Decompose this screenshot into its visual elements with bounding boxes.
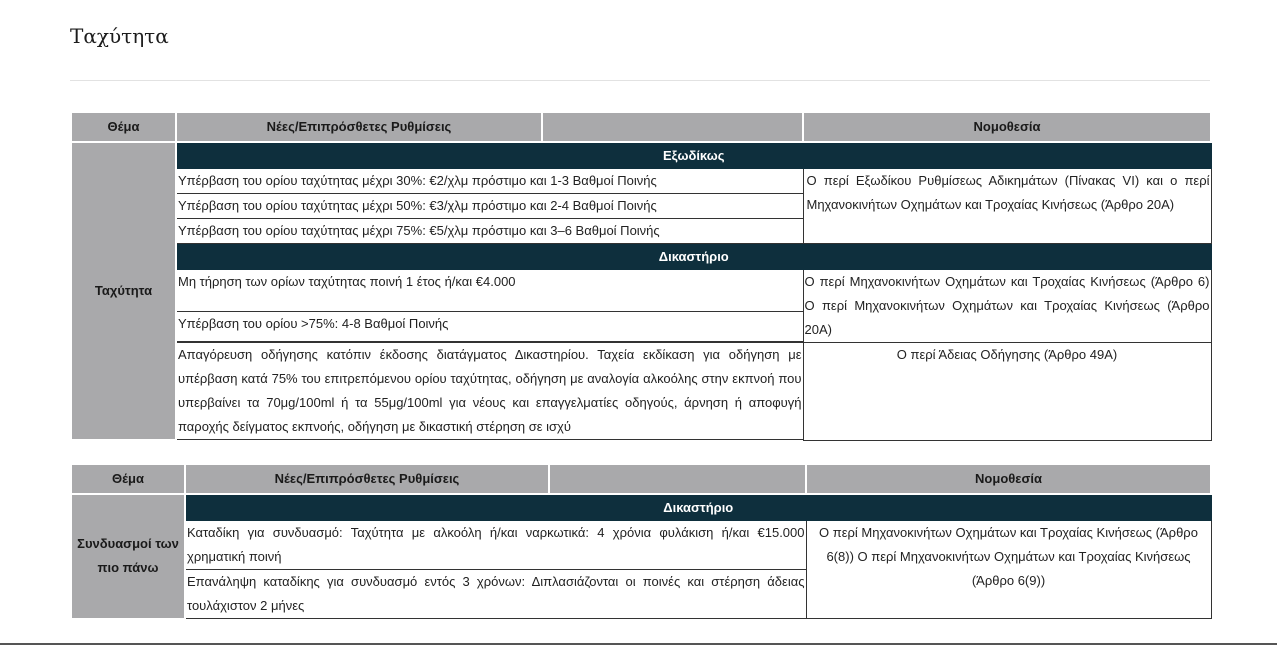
section-row xyxy=(71,494,1211,521)
combinations-table xyxy=(70,463,1212,620)
measure-cell: Υπέρβαση του ορίου ταχύτητας μέχρι 30%: €2/χλμ πρόστιμο και 1-3 Βαθμοί Ποινής xyxy=(176,169,803,194)
table-row xyxy=(71,270,1211,312)
law-cell: Ο περί Άδειας Οδήγησης (Άρθρο 49Α) xyxy=(803,343,1211,441)
table-row xyxy=(71,169,1211,194)
law-cell: Ο περί Μηχανοκινήτων Οχημάτων και Τροχαίας Κινήσεως (Άρθρο 6) Ο περί Μηχανοκινήτων Οχημάτων και Τροχαίας Κινήσεως (Άρθρο 20Α) xyxy=(803,270,1211,343)
page-title: Ταχύτητα xyxy=(70,24,169,48)
section-title-court: Δικαστήριο xyxy=(176,244,1211,270)
header-topic: Θέμα xyxy=(71,464,185,494)
section-title-extrajudicial: Εξωδίκως xyxy=(176,142,1211,169)
measure-cell: Καταδίκη για συνδυασμό: Ταχύτητα με αλκοόλη ή/και ναρκωτικά: 4 χρόνια φυλάκιση ή/και €15.000 χρηματική ποινή xyxy=(185,521,806,570)
speed-penalties-table xyxy=(70,111,1212,441)
measure-cell: Επανάληψη καταδίκης για συνδυασμό εντός 3 χρόνων: Διπλασιάζονται οι ποινές και στέρηση άδειας τουλάχιστον 2 μήνες xyxy=(185,570,806,619)
law-cell: Ο περί Εξωδίκου Ρυθμίσεως Αδικημάτων (Πίνακας VI) και ο περί Μηχανοκινήτων Οχημάτων και Τροχαίας Κινήσεως (Άρθρο 20Α) xyxy=(803,169,1211,244)
header-measures: Νέες/Επιπρόσθετες Ρυθμίσεις xyxy=(176,112,542,142)
law-cell: Ο περί Μηχανοκινήτων Οχημάτων και Τροχαίας Κινήσεως (Άρθρο 6(8)) Ο περί Μηχανοκινήτων Οχημάτων και Τροχαίας Κινήσεως (Άρθρο 6(9)) xyxy=(806,521,1211,619)
measure-cell: Απαγόρευση οδήγησης κατόπιν έκδοσης διατάγματος Δικαστηρίου. Ταχεία εκδίκαση για οδήγηση με υπέρβαση κατά 75% του επιτρεπόμενου ορίου ταχύτητας, οδήγηση με αναλογία αλκοόλης στην εκπνοή που υπερβαίνει τα 70μg/100ml ή τα 55μg/100ml για νέους και επαγγελματίες οδηγούς, άρνηση ή αποφυγή παροχής δείγματος εκπνοής, οδήγηση με δικαστική στέρηση σε ισχύ xyxy=(176,343,803,440)
topic-cell: Ταχύτητα xyxy=(71,142,176,440)
measure-cell: Υπέρβαση του ορίου ταχύτητας μέχρι 75%: €5/χλμ πρόστιμο και 3–6 Βαθμοί Ποινής xyxy=(176,219,803,244)
header-law: Νομοθεσία xyxy=(803,112,1211,142)
section-row xyxy=(71,142,1211,169)
title-divider xyxy=(70,80,1210,81)
header-extra xyxy=(549,464,806,494)
header-topic: Θέμα xyxy=(71,112,176,142)
header-measures: Νέες/Επιπρόσθετες Ρυθμίσεις xyxy=(185,464,549,494)
topic-cell: Συνδυασμοί των πιο πάνω xyxy=(71,494,185,619)
measure-cell: Μη τήρηση των ορίων ταχύτητας ποινή 1 έτος ή/και €4.000 xyxy=(176,270,803,312)
table-row xyxy=(71,521,1211,570)
table-row xyxy=(71,343,1211,440)
section-title-court: Δικαστήριο xyxy=(185,494,1211,521)
header-extra xyxy=(542,112,803,142)
measure-cell: Υπέρβαση του ορίου >75%: 4-8 Βαθμοί Ποινής xyxy=(176,312,803,341)
measure-cell: Υπέρβαση του ορίου ταχύτητας μέχρι 50%: €3/χλμ πρόστιμο και 2-4 Βαθμοί Ποινής xyxy=(176,194,803,219)
table-header-row xyxy=(71,112,1211,142)
section-row xyxy=(71,244,1211,270)
header-law: Νομοθεσία xyxy=(806,464,1211,494)
table-header-row xyxy=(71,464,1211,494)
